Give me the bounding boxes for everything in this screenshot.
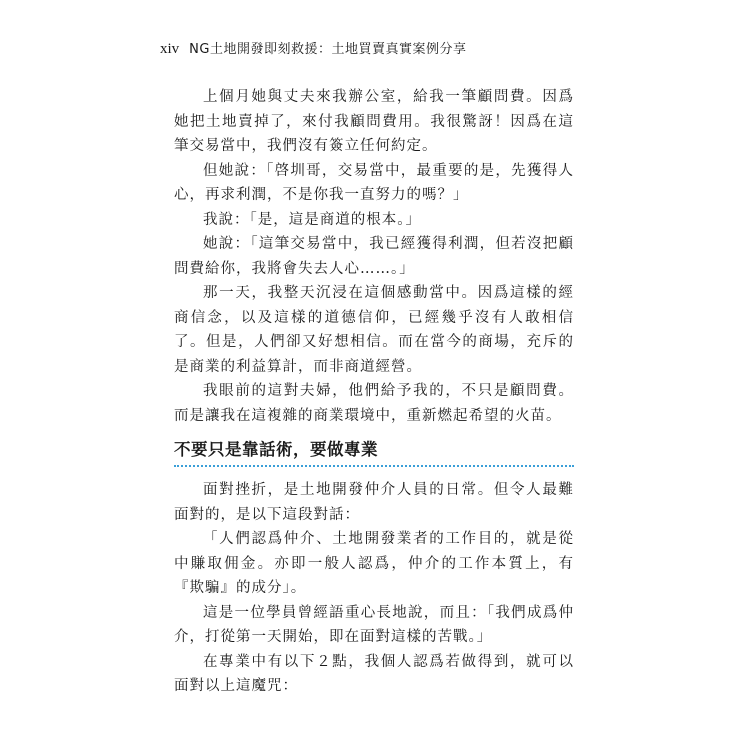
book-title: NG土地開發即刻救援：土地買賣真實案例分享 [189,42,467,57]
page-number: xiv [160,41,180,57]
paragraph: 但她說：「啓圳哥，交易當中，最重要的是，先獲得人心，再求利潤，不是你我一直努力的嗎？」 [174,162,574,203]
paragraph: 我說：「是，這是商道的根本。」 [203,211,421,228]
paragraph: 我眼前的這對夫婦，他們給予我的，不只是顧問費。而是讓我在這複雜的商業環境中，重新燃起希望的火苗。 [174,383,574,424]
paragraph: 在專業中有以下２點，我個人認爲若做得到，就可以面對以上這魔咒： [174,653,574,694]
paragraph: 「人們認爲仲介、土地開發業者的工作目的，就是從中賺取佣金。亦即一般人認爲，仲介的工作本質上，有『欺騙』的成分」。 [174,531,574,596]
page-header [160,38,466,58]
section-heading: 不要只是靠話術，要做專業 [174,436,574,467]
paragraph: 這是一位學員曾經語重心長地說，而且：「我們成爲仲介，打從第一天開始，即在面對這樣的苦戰。」 [174,604,574,645]
paragraph: 那一天，我整天沉浸在這個感動當中。因爲這樣的經商信念，以及這樣的道德信仰，已經幾乎沒有人敢相信了。但是，人們卻又好想相信。而在當今的商場，充斥的是商業的利益算計，而非商道經營。 [174,285,574,375]
paragraph: 上個月她與丈夫來我辦公室，給我一筆顧問費。因爲她把土地賣掉了，來付我顧問費用。我很驚訝！因爲在這筆交易當中，我們沒有簽立任何約定。 [174,89,574,154]
paragraph: 面對挫折，是土地開發仲介人員的日常。但令人最難面對的，是以下這段對話： [174,482,574,523]
body-section-2 [174,478,574,699]
body-section-1 [174,85,574,428]
paragraph: 她說：「這筆交易當中，我已經獲得利潤，但若沒把顧問費給你，我將會失去人心……。」 [174,236,574,277]
